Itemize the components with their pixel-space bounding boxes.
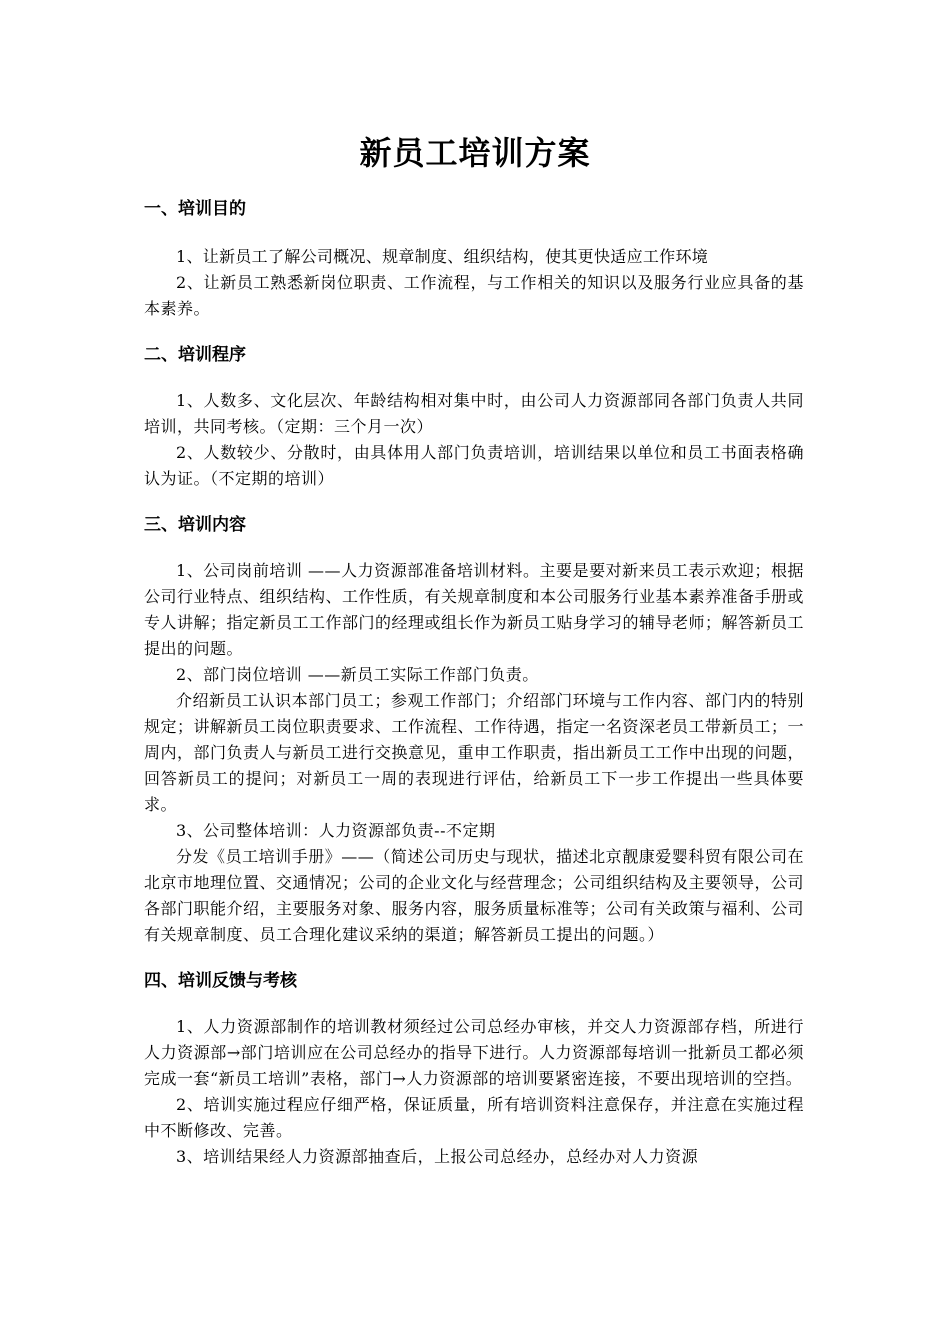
document-title: 新员工培训方案	[359, 134, 591, 172]
paragraph: 3、公司整体培训：人力资源部负责--不定期	[176, 821, 496, 840]
paragraph: 1、人力资源部制作的培训教材须经过公司总经办审核，并交人力资源部存档，所进行人力资源部→部门培训应在公司总经办的指导下进行。人力资源部每培训一批新员工都必须完成一套“新员工培训”表格，部门→人力资源部的培训要紧密连接，不要出现培训的空挡。	[144, 1017, 804, 1088]
document-body	[144, 196, 804, 1190]
section-heading: 二、培训程序	[144, 345, 246, 365]
paragraph: 2、部门岗位培训 ——新员工实际工作部门负责。	[176, 665, 539, 684]
paragraph: 分发《员工培训手册》——（简述公司历史与现状，描述北京靓康爱婴科贸有限公司在北京市地理位置、交通情况；公司的企业文化与经营理念；公司组织结构及主要领导，公司各部门职能介绍，主要服务对象、服务内容，服务质量标准等；公司有关政策与福利、公司有关规章制度、员工合理化建议采纳的渠道；解答新员工提出的问题。）	[144, 847, 805, 944]
paragraph: 2、人数较少、分散时，由具体用人部门负责培训，培训结果以单位和员工书面表格确认为证。（不定期的培训）	[144, 443, 804, 488]
paragraph: 介绍新员工认识本部门员工；参观工作部门；介绍部门环境与工作内容、部门内的特别规定；讲解新员工岗位职责要求、工作流程、工作待遇，指定一名资深老员工带新员工；一周内，部门负责人与新员工进行交换意见，重申工作职责，指出新员工工作中出现的问题，回答新员工的提问；对新员工一周的表现进行评估，给新员工下一步工作提出一些具体要求。	[144, 691, 805, 814]
paragraph: 1、公司岗前培训 ——人力资源部准备培训材料。主要是要对新来员工表示欢迎；根据公司行业特点、组织结构、工作性质，有关规章制度和本公司服务行业基本素养准备手册或专人讲解；指定新员工工作部门的经理或组长作为新员工贴身学习的辅导老师；解答新员工提出的问题。	[144, 561, 805, 658]
paragraph: 1、人数多、文化层次、年龄结构相对集中时，由公司人力资源部同各部门负责人共同培训，共同考核。（定期：三个月一次）	[144, 391, 804, 436]
section-feedback	[144, 968, 804, 1170]
paragraph: 1、让新员工了解公司概况、规章制度、组织结构，使其更快适应工作环境	[176, 247, 709, 266]
section-heading: 四、培训反馈与考核	[144, 971, 297, 991]
section-content	[144, 512, 804, 948]
section-heading: 三、培训内容	[144, 515, 246, 535]
paragraph: 2、让新员工熟悉新岗位职责、工作流程，与工作相关的知识以及服务行业应具备的基本素养。	[144, 273, 804, 318]
paragraph: 3、培训结果经人力资源部抽查后，上报公司总经办，总经办对人力资源	[176, 1147, 699, 1166]
section-heading: 一、培训目的	[144, 199, 246, 219]
section-procedure	[144, 342, 804, 492]
paragraph: 2、培训实施过程应仔细严格，保证质量，所有培训资料注意保存，并注意在实施过程中不断修改、完善。	[144, 1095, 804, 1140]
section-purpose	[144, 196, 804, 322]
